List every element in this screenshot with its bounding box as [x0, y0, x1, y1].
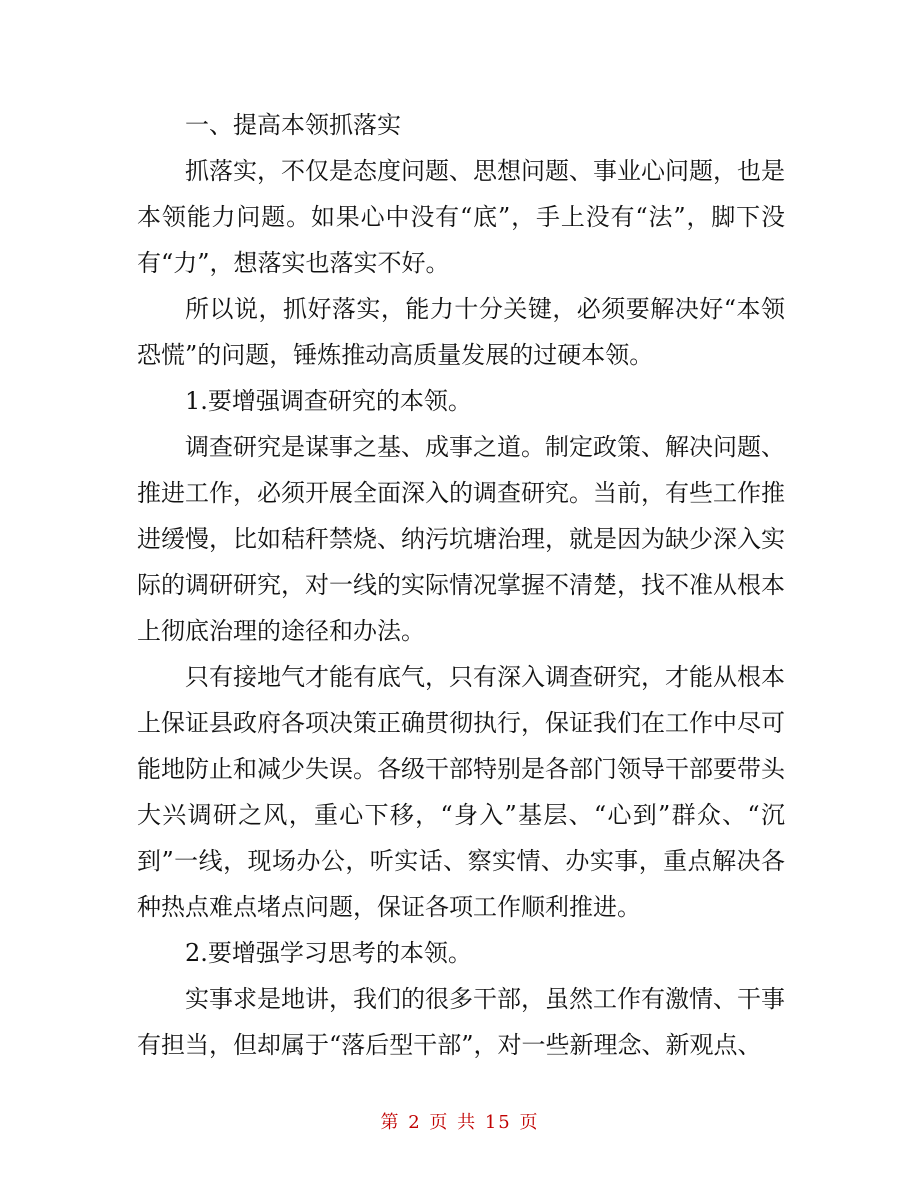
body-paragraph: 所以说，抓好落实，能力十分关键，必须要解决好“本领恐慌”的问题，锤炼推动高质量发展的过硬本领。 — [137, 295, 785, 369]
page-number-label: 第 2 页 共 15 页 — [380, 1112, 540, 1133]
body-paragraph: 调查研究是谋事之基、成事之道。制定政策、解决问题、推进工作，必须开展全面深入的调查研究。当前，有些工作推进缓慢，比如秸秆禁烧、纳污坑塘治理，就是因为缺少深入实际的调研研究，对一线的实际情况掌握不清楚，找不准从根本上彻底治理的途径和办法。 — [137, 433, 785, 645]
body-paragraph: 实事求是地讲，我们的很多干部，虽然工作有激情、干事有担当，但却属于“落后型干部”，对一些新理念、新观点、 — [137, 985, 785, 1059]
document-body — [137, 102, 785, 1068]
body-paragraph: 抓落实，不仅是态度问题、思想问题、事业心问题，也是本领能力问题。如果心中没有“底”，手上没有“法”，脚下没有“力”，想落实也落实不好。 — [137, 157, 785, 277]
section-heading: 一、提高本领抓落实 — [185, 111, 401, 139]
page-footer — [0, 1111, 920, 1135]
body-paragraph: 只有接地气才能有底气，只有深入调查研究，才能从根本上保证县政府各项决策正确贯彻执行，保证我们在工作中尽可能地防止和减少失误。各级干部特别是各部门领导干部要带头大兴调研之风，重心下移，“身入”基层、“心到”群众、“沉到”一线，现场办公，听实话、察实情、办实事，重点解决各种热点难点堵点问题，保证各项工作顺利推进。 — [137, 663, 785, 921]
subsection-heading: 1.要增强调查研究的本领。 — [185, 387, 472, 415]
subsection-heading: 2.要增强学习思考的本领。 — [185, 939, 472, 967]
